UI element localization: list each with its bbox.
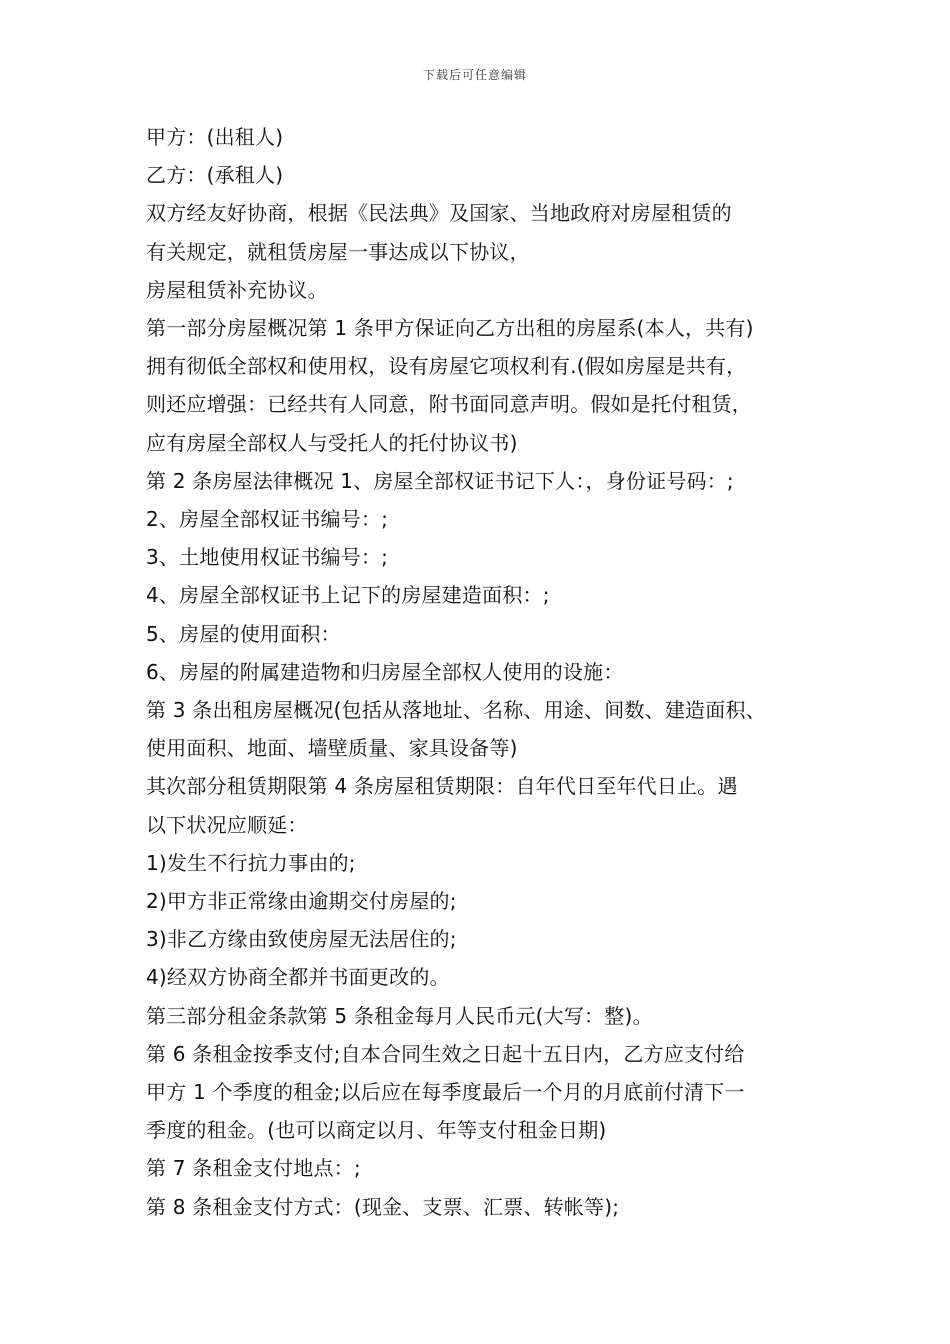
text-line: 有关规定，就租赁房屋一事达成以下协议， <box>146 239 530 264</box>
text-line: 第 2 条房屋法律概况 1、房屋全部权证书记下人：，身份证号码：; <box>146 468 734 493</box>
text-line: 第 7 条租金支付地点：; <box>146 1156 361 1181</box>
text-line: 甲方 1 个季度的租金;以后应在每季度最后一个月的月底前付清下一 <box>146 1080 745 1105</box>
text-line: 2、房屋全部权证书编号：; <box>146 507 389 532</box>
text-line: 5、房屋的使用面积： <box>146 621 341 646</box>
text-line: 第 3 条出租房屋概况(包括从落地址、名称、用途、间数、建造面积、 <box>146 698 766 723</box>
text-line: 使用面积、地面、墙壁质量、家具设备等) <box>146 736 518 761</box>
text-line: 4、房屋全部权证书上记下的房屋建造面积：; <box>146 583 550 608</box>
text-line: 4)经双方协商全都并书面更改的。 <box>146 965 450 990</box>
text-line: 以下状况应顺延： <box>146 812 308 837</box>
text-line: 房屋租赁补充协议。 <box>146 277 328 302</box>
text-line: 1)发生不行抗力事由的; <box>146 850 356 875</box>
text-line: 3、土地使用权证书编号：; <box>146 545 389 570</box>
text-line: 乙方：(承租人) <box>146 163 284 188</box>
text-line: 第 6 条租金按季支付;自本合同生效之日起十五日内，乙方应支付给 <box>146 1041 745 1066</box>
document-body <box>146 118 826 1226</box>
text-line: 其次部分租赁期限第 4 条房屋租赁期限：自年代日至年代日止。遇 <box>146 774 738 799</box>
text-line: 第 8 条租金支付方式：(现金、支票、汇票、转帐等); <box>146 1194 620 1219</box>
text-line: 应有房屋全部权人与受托人的托付协议书) <box>146 430 518 455</box>
text-line: 第三部分租金条款第 5 条租金每月人民币元(大写：整)。 <box>146 1003 653 1028</box>
text-line: 2)甲方非正常缘由逾期交付房屋的; <box>146 889 457 914</box>
text-line: 则还应增强：已经共有人同意，附书面同意声明。假如是托付租赁， <box>146 392 752 417</box>
text-line: 甲方：(出租人) <box>146 125 284 149</box>
text-line: 第一部分房屋概况第 1 条甲方保证向乙方出租的房屋系(本人，共有) <box>146 316 754 341</box>
text-line: 6、房屋的附属建造物和归房屋全部权人使用的设施： <box>146 659 624 684</box>
text-line: 双方经友好协商，根据《民法典》及国家、当地政府对房屋租赁的 <box>146 201 732 226</box>
text-line: 3)非乙方缘由致使房屋无法居住的; <box>146 927 457 952</box>
text-line: 拥有彻低全部权和使用权，设有房屋它项权利有.(假如房屋是共有， <box>146 354 747 379</box>
text-line: 季度的租金。(也可以商定以月、年等支付租金日期) <box>146 1118 607 1143</box>
page-header: 下载后可任意编辑 <box>422 68 527 82</box>
